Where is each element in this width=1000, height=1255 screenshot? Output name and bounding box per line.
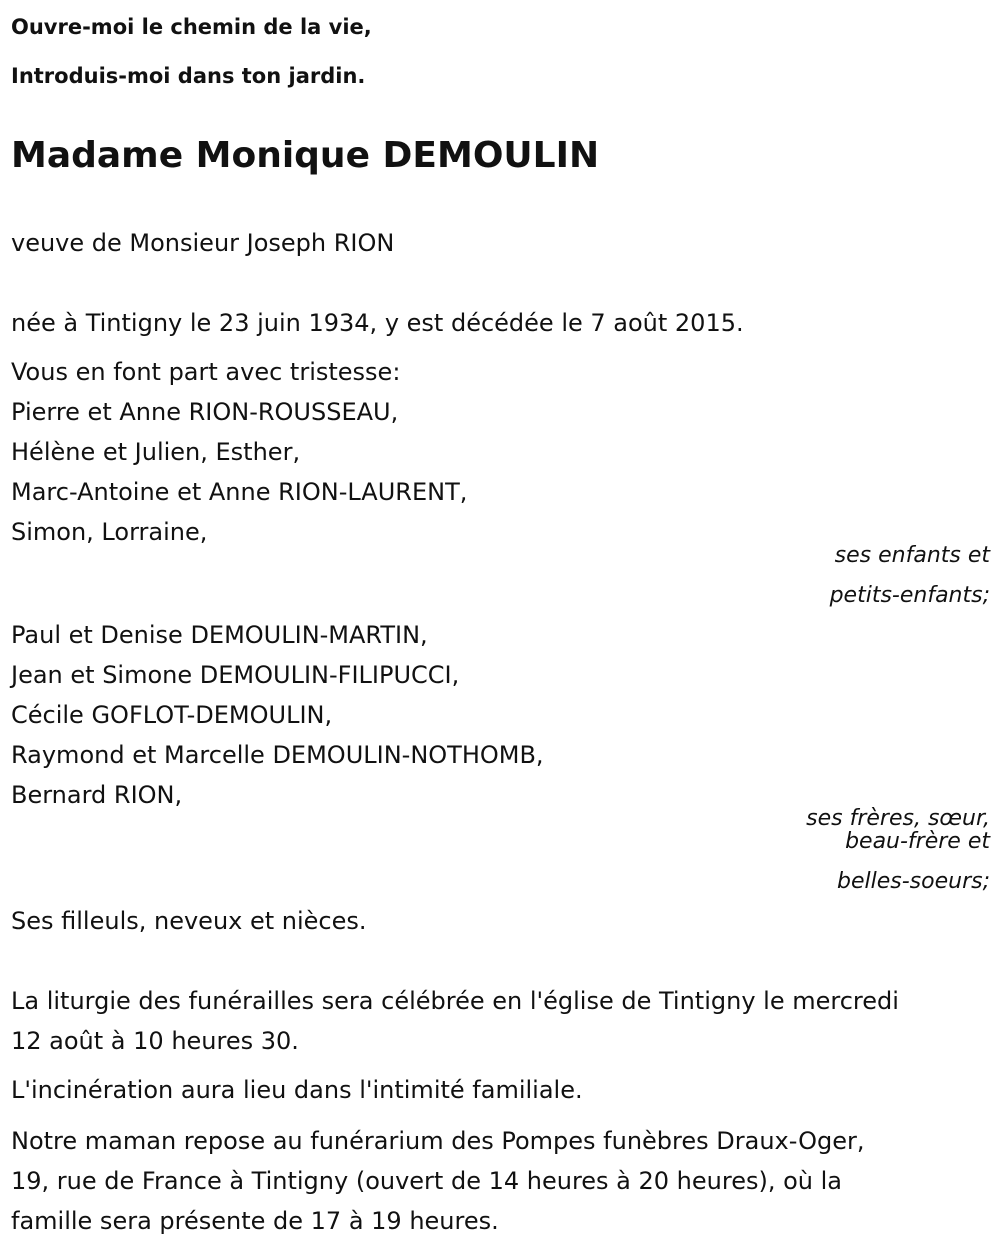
children-line: Pierre et Anne RION-ROUSSEAU,	[11, 398, 399, 426]
siblings-line: Paul et Denise DEMOULIN-MARTIN,	[11, 621, 428, 649]
deceased-name: Madame Monique DEMOULIN	[11, 135, 600, 176]
siblings-relation-label-2: beau-frère et	[845, 829, 990, 854]
children-relation-label-2: petits-enfants;	[829, 583, 990, 608]
siblings-relation-label-3: belles-soeurs;	[837, 869, 990, 894]
funerarium-line-1: Notre maman repose au funérarium des Pompes funèbres Draux-Oger,	[11, 1127, 865, 1155]
birth-death-dates: née à Tintigny le 23 juin 1934, y est décédée le 7 août 2015.	[11, 309, 744, 337]
siblings-line: Bernard RION,	[11, 781, 183, 809]
epigraph-line-1: Ouvre-moi le chemin de la vie,	[11, 15, 372, 39]
siblings-relation-label-1: ses frères, sœur,	[806, 806, 990, 831]
liturgy-line-1: La liturgie des funérailles sera célébrée en l'église de Tintigny le mercredi	[11, 987, 899, 1015]
widow-of: veuve de Monsieur Joseph RION	[11, 229, 395, 257]
funerarium-line-3: famille sera présente de 17 à 19 heures.	[11, 1207, 499, 1235]
siblings-line: Raymond et Marcelle DEMOULIN-NOTHOMB,	[11, 741, 544, 769]
siblings-line: Jean et Simone DEMOULIN-FILIPUCCI,	[11, 661, 460, 689]
children-line: Hélène et Julien, Esther,	[11, 438, 301, 466]
announcement-intro: Vous en font part avec tristesse:	[11, 358, 401, 386]
children-line: Simon, Lorraine,	[11, 518, 208, 546]
funerarium-line-2: 19, rue de France à Tintigny (ouvert de 14 heures à 20 heures), où la	[11, 1167, 842, 1195]
siblings-line: Cécile GOFLOT-DEMOULIN,	[11, 701, 333, 729]
others-line: Ses filleuls, neveux et nièces.	[11, 907, 367, 935]
liturgy-line-2: 12 août à 10 heures 30.	[11, 1027, 299, 1055]
epigraph-line-2: Introduis-moi dans ton jardin.	[11, 64, 366, 88]
children-relation-label-1: ses enfants et	[834, 543, 990, 568]
incineration-line: L'incinération aura lieu dans l'intimité familiale.	[11, 1076, 583, 1104]
children-line: Marc-Antoine et Anne RION-LAURENT,	[11, 478, 468, 506]
